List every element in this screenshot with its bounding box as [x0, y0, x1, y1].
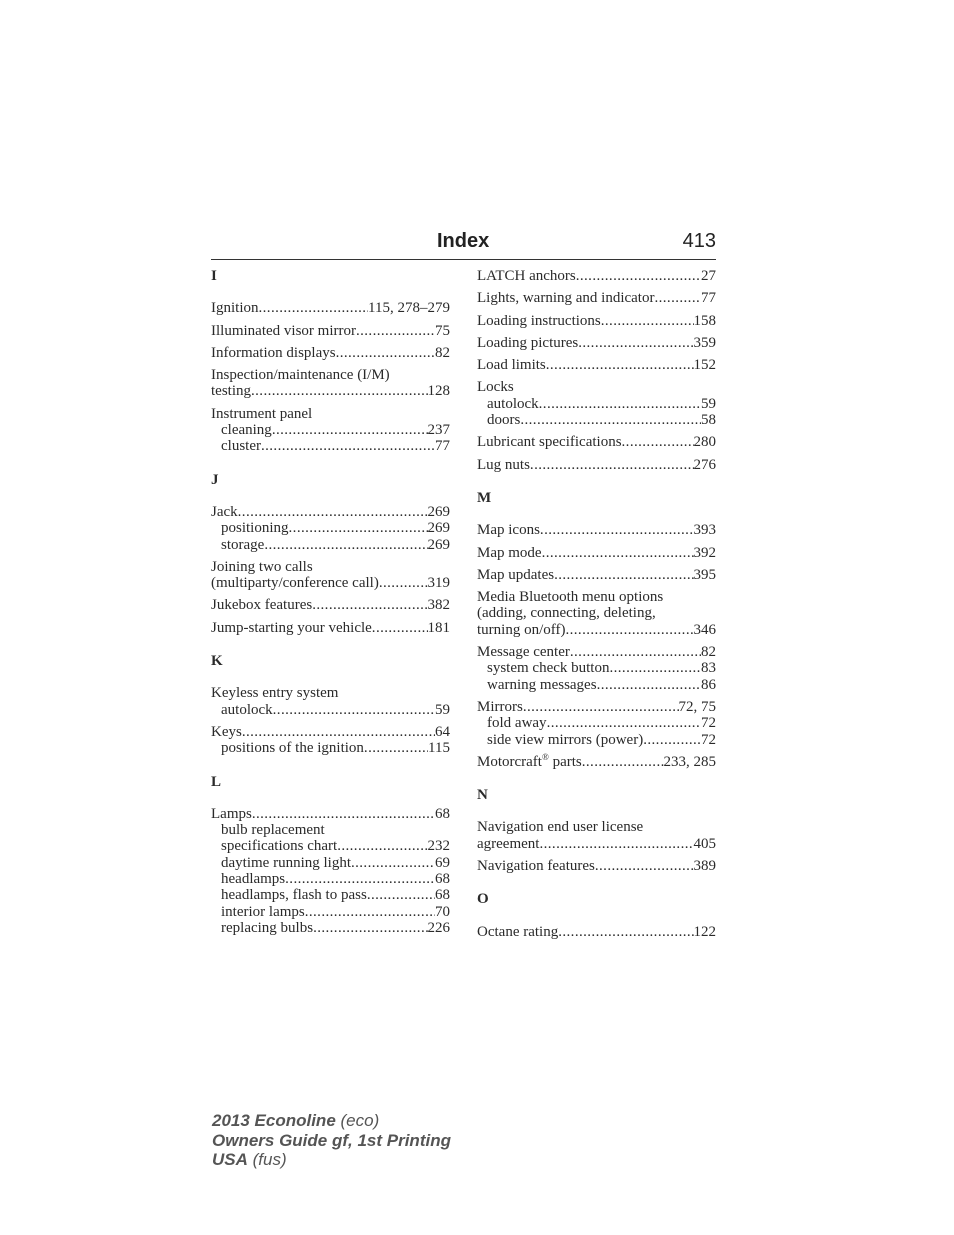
entry-page-ref: 405 — [693, 835, 716, 852]
entry-page-ref: 233, 285 — [663, 753, 716, 770]
section-letter: M — [477, 489, 492, 506]
index-entry — [477, 858, 716, 874]
dot-leader — [643, 732, 701, 748]
index-entry — [211, 806, 450, 936]
entry-page-ref: 72 — [701, 731, 716, 748]
index-section — [211, 653, 450, 756]
index-entry-line — [211, 575, 450, 591]
entry-page-ref: 69 — [435, 854, 450, 871]
index-subentry-line — [211, 904, 450, 920]
index-entry-line — [477, 434, 716, 450]
entry-text: LATCH anchors — [477, 268, 576, 284]
entry-page-ref: 382 — [427, 597, 450, 614]
index-entry-line — [211, 323, 450, 339]
entry-page-ref: 269 — [427, 520, 450, 537]
index-entry — [477, 751, 716, 770]
index-entry — [211, 559, 450, 592]
index-entry-line — [477, 335, 716, 351]
entry-page-ref: 68 — [435, 805, 450, 822]
dot-leader — [379, 575, 428, 591]
index-entry-line — [477, 836, 716, 852]
entry-page-ref: 82 — [435, 344, 450, 361]
index-entry-line — [477, 290, 716, 306]
index-entry-line — [477, 357, 716, 373]
section-letter: N — [477, 787, 488, 804]
dot-leader — [356, 323, 435, 339]
entry-text: Joining two calls — [211, 558, 313, 575]
dot-leader — [570, 644, 701, 660]
dot-leader — [601, 313, 694, 329]
index-section — [477, 268, 716, 473]
dot-leader — [558, 924, 693, 940]
dot-leader — [273, 702, 435, 718]
entry-text: bulb replacement — [221, 822, 325, 839]
index-entry-line — [211, 806, 450, 822]
entry-text: Media Bluetooth menu options — [477, 589, 664, 606]
dot-leader — [547, 715, 701, 731]
index-entry — [477, 819, 716, 852]
entry-text: specifications chart — [221, 838, 338, 855]
entry-page-ref: 68 — [435, 887, 450, 904]
entry-text: replacing bulbs — [221, 919, 314, 936]
entry-page-ref: 58 — [701, 412, 716, 429]
entry-page-ref: 72 — [701, 715, 716, 732]
dot-leader — [654, 290, 701, 306]
index-subentry-line — [477, 715, 716, 731]
entry-text: Loading pictures — [477, 334, 579, 351]
entry-page-ref: 115, 278–279 — [368, 300, 450, 317]
index-entry — [477, 589, 716, 638]
entry-page-ref: 392 — [693, 544, 716, 561]
dot-leader — [578, 335, 693, 351]
entry-text: Octane rating — [477, 923, 559, 940]
entry-text: doors — [487, 412, 521, 429]
index-entry-line — [477, 605, 716, 621]
dot-leader — [351, 855, 435, 871]
index-section — [211, 268, 450, 455]
index-entry — [477, 545, 716, 561]
index-entry-line — [211, 383, 450, 399]
entry-text: Lubricant specifications — [477, 434, 622, 451]
index-entry — [477, 290, 716, 306]
entry-text: interior lamps — [221, 903, 305, 920]
dot-leader — [565, 622, 693, 638]
index-entry — [211, 406, 450, 455]
entry-page-ref: 226 — [427, 919, 450, 936]
index-entry — [211, 504, 450, 553]
entry-text: testing — [211, 383, 251, 400]
dot-leader — [539, 836, 693, 852]
index-subentry-line — [211, 520, 450, 536]
dot-leader — [264, 537, 427, 553]
entry-page-ref: 319 — [427, 575, 450, 592]
index-subentry-line — [477, 412, 716, 428]
entry-text: side view mirrors (power) — [487, 731, 644, 748]
entry-text: Keyless entry system — [211, 685, 339, 702]
index-entry-line — [211, 724, 450, 740]
dot-leader — [367, 887, 435, 903]
entry-page-ref: 122 — [693, 923, 716, 940]
index-subentry-line — [477, 396, 716, 412]
index-entry-line — [477, 751, 716, 770]
entry-page-ref: 269 — [427, 536, 450, 553]
index-subentry-line — [211, 822, 450, 838]
dot-leader — [336, 345, 435, 361]
entry-page-ref: 82 — [701, 644, 716, 661]
dot-leader — [520, 412, 701, 428]
dot-leader — [609, 660, 701, 676]
entry-page-ref: 77 — [701, 290, 716, 307]
index-entry — [477, 924, 716, 940]
dot-leader — [540, 522, 694, 538]
index-entry-line — [477, 313, 716, 329]
entry-text: Jukebox features — [211, 597, 313, 614]
section-letter: J — [211, 471, 219, 488]
index-subentry-line — [211, 855, 450, 871]
index-entry-line — [211, 406, 450, 422]
index-entry — [477, 268, 716, 284]
index-entry-line — [211, 559, 450, 575]
index-entry — [477, 567, 716, 583]
index-entry — [477, 313, 716, 329]
dot-leader — [530, 457, 694, 473]
index-entry — [211, 620, 450, 636]
index-entry — [211, 724, 450, 757]
entry-text: system check button — [487, 660, 610, 677]
page-footer — [212, 1111, 451, 1170]
entry-page-ref: 152 — [693, 357, 716, 374]
index-subentry-line — [211, 838, 450, 854]
dot-leader — [289, 520, 428, 536]
section-letter: O — [477, 891, 489, 908]
page-number: 413 — [682, 230, 716, 252]
index-entry-line — [477, 589, 716, 605]
dot-leader — [305, 904, 435, 920]
index-entry-line — [211, 367, 450, 383]
entry-page-ref: 158 — [693, 312, 716, 329]
footer-region: USA — [212, 1150, 248, 1169]
entry-text: Ignition — [211, 300, 259, 317]
index-subentry-line — [211, 438, 450, 454]
index-entry — [477, 357, 716, 373]
entry-text: Lamps — [211, 805, 252, 822]
index-subentry-line — [477, 732, 716, 748]
index-subentry-line — [211, 422, 450, 438]
entry-text: Navigation end user license — [477, 819, 644, 836]
entry-text: Locks — [477, 379, 514, 396]
index-section — [211, 774, 450, 937]
entry-page-ref: 232 — [427, 838, 450, 855]
dot-leader — [554, 567, 693, 583]
footer-model-line — [212, 1111, 451, 1131]
entry-text: Motorcraft® parts — [477, 751, 582, 770]
footer-model: 2013 Econoline — [212, 1111, 336, 1130]
dot-leader — [252, 806, 435, 822]
dot-leader — [576, 268, 701, 284]
footer-guide-line — [212, 1131, 451, 1151]
dot-leader — [313, 920, 427, 936]
entry-text: Load limits — [477, 357, 546, 374]
entry-text: Instrument panel — [211, 405, 313, 422]
page-header — [211, 229, 716, 260]
index-entry-line — [211, 685, 450, 701]
entry-page-ref: 359 — [693, 334, 716, 351]
index-subentry-line — [477, 677, 716, 693]
dot-leader — [595, 858, 694, 874]
index-section — [477, 891, 716, 940]
index-entry-line — [211, 597, 450, 613]
index-section — [477, 490, 716, 770]
dot-leader — [539, 396, 701, 412]
footer-guide: Owners Guide gf, 1st Printing — [212, 1130, 451, 1150]
index-entry-line — [477, 268, 716, 284]
index-entry-line — [477, 457, 716, 473]
index-entry — [477, 699, 716, 748]
index-entry-line — [477, 644, 716, 660]
index-entry-line — [477, 379, 716, 395]
dot-leader — [622, 434, 694, 450]
dot-leader — [523, 699, 679, 715]
entry-text: Keys — [211, 723, 242, 740]
index-entry-line — [477, 622, 716, 638]
index-entry-line — [477, 924, 716, 940]
entry-text: positioning — [221, 520, 289, 537]
entry-page-ref: 59 — [701, 395, 716, 412]
entry-page-ref: 346 — [693, 621, 716, 638]
index-subentry-line — [211, 702, 450, 718]
entry-text: Information displays — [211, 344, 336, 361]
dot-leader — [542, 545, 694, 561]
dot-leader — [364, 740, 428, 756]
index-subentry-line — [211, 537, 450, 553]
dot-leader — [285, 871, 435, 887]
index-subentry-line — [211, 920, 450, 936]
index-column-left — [211, 268, 450, 953]
footer-model-code: (eco) — [340, 1111, 380, 1130]
entry-text: Map updates — [477, 566, 555, 583]
dot-leader — [546, 357, 694, 373]
index-entry-line — [477, 858, 716, 874]
index-entry — [477, 335, 716, 351]
entry-page-ref: 393 — [693, 522, 716, 539]
entry-text: daytime running light — [221, 854, 351, 871]
index-entry — [211, 597, 450, 613]
entry-page-ref: 77 — [435, 438, 450, 455]
entry-page-ref: 269 — [427, 503, 450, 520]
entry-text: Lights, warning and indicator — [477, 290, 655, 307]
dot-leader — [259, 300, 369, 316]
entry-page-ref: 86 — [701, 676, 716, 693]
index-entry — [477, 457, 716, 473]
dot-leader — [251, 383, 428, 399]
entry-page-ref: 68 — [435, 871, 450, 888]
index-entry-line — [477, 545, 716, 561]
index-entry-line — [211, 504, 450, 520]
dot-leader — [238, 504, 428, 520]
index-subentry-line — [211, 871, 450, 887]
entry-text: Navigation features — [477, 858, 595, 875]
index-subentry-line — [211, 887, 450, 903]
entry-page-ref: 72, 75 — [678, 698, 716, 715]
entry-page-ref: 181 — [427, 619, 450, 636]
entry-page-ref: 75 — [435, 322, 450, 339]
entry-text: turning on/off) — [477, 621, 566, 638]
entry-text: autolock — [221, 701, 273, 718]
index-column-right — [477, 268, 716, 957]
section-letter: I — [211, 268, 217, 284]
entry-page-ref: 389 — [693, 858, 716, 875]
entry-text: headlamps, flash to pass — [221, 887, 367, 904]
index-entry — [211, 367, 450, 400]
entry-page-ref: 280 — [693, 434, 716, 451]
dot-leader — [272, 422, 428, 438]
index-entry — [477, 644, 716, 693]
dot-leader — [242, 724, 435, 740]
entry-text: Mirrors — [477, 698, 523, 715]
entry-text: cleaning — [221, 422, 272, 439]
entry-text: positions of the ignition — [221, 740, 364, 757]
entry-page-ref: 128 — [427, 383, 450, 400]
index-entry-line — [211, 620, 450, 636]
index-entry-line — [477, 699, 716, 715]
entry-text: Jack — [211, 503, 238, 520]
entry-text: storage — [221, 536, 265, 553]
entry-page-ref: 70 — [435, 903, 450, 920]
entry-text: autolock — [487, 395, 539, 412]
index-entry — [211, 685, 450, 718]
page-title: Index — [437, 230, 490, 252]
index-subentry-line — [477, 660, 716, 676]
entry-text: Illuminated visor mirror — [211, 322, 356, 339]
entry-page-ref: 64 — [435, 723, 450, 740]
entry-page-ref: 276 — [693, 456, 716, 473]
index-entry-line — [211, 300, 450, 316]
index-section — [477, 787, 716, 874]
entry-text: (adding, connecting, deleting, — [477, 605, 656, 622]
index-entry-line — [477, 819, 716, 835]
entry-page-ref: 395 — [693, 566, 716, 583]
entry-text: Map icons — [477, 522, 540, 539]
index-entry — [211, 323, 450, 339]
entry-text: Map mode — [477, 544, 542, 561]
section-letter: L — [211, 773, 222, 790]
dot-leader — [261, 438, 435, 454]
section-letter: K — [211, 653, 223, 670]
entry-text: cluster — [221, 438, 261, 455]
entry-text: agreement — [477, 835, 540, 852]
dot-leader — [582, 754, 664, 770]
entry-page-ref: 115 — [428, 740, 450, 757]
footer-region-code: (fus) — [252, 1150, 287, 1169]
entry-text: Loading instructions — [477, 312, 601, 329]
index-entry — [477, 379, 716, 428]
index-section — [211, 472, 450, 636]
index-entry — [211, 345, 450, 361]
entry-page-ref: 237 — [427, 422, 450, 439]
index-entry-line — [477, 567, 716, 583]
entry-text: Inspection/maintenance (I/M) — [211, 367, 390, 384]
entry-page-ref: 59 — [435, 701, 450, 718]
index-entry-line — [477, 522, 716, 538]
entry-text: Jump-starting your vehicle — [211, 619, 372, 636]
entry-text: Message center — [477, 644, 570, 661]
entry-text: Lug nuts — [477, 456, 530, 473]
entry-text: headlamps — [221, 871, 286, 888]
footer-region-line — [212, 1150, 451, 1170]
index-entry — [477, 434, 716, 450]
dot-leader — [312, 597, 427, 613]
dot-leader — [372, 620, 428, 636]
index-entry-line — [211, 345, 450, 361]
index-subentry-line — [211, 740, 450, 756]
entry-text: fold away — [487, 715, 547, 732]
entry-page-ref: 27 — [701, 268, 716, 284]
index-entry — [211, 300, 450, 316]
entry-page-ref: 83 — [701, 660, 716, 677]
index-entry — [477, 522, 716, 538]
dot-leader — [597, 677, 701, 693]
entry-text: (multiparty/conference call) — [211, 575, 379, 592]
dot-leader — [337, 838, 427, 854]
entry-text: warning messages — [487, 676, 597, 693]
